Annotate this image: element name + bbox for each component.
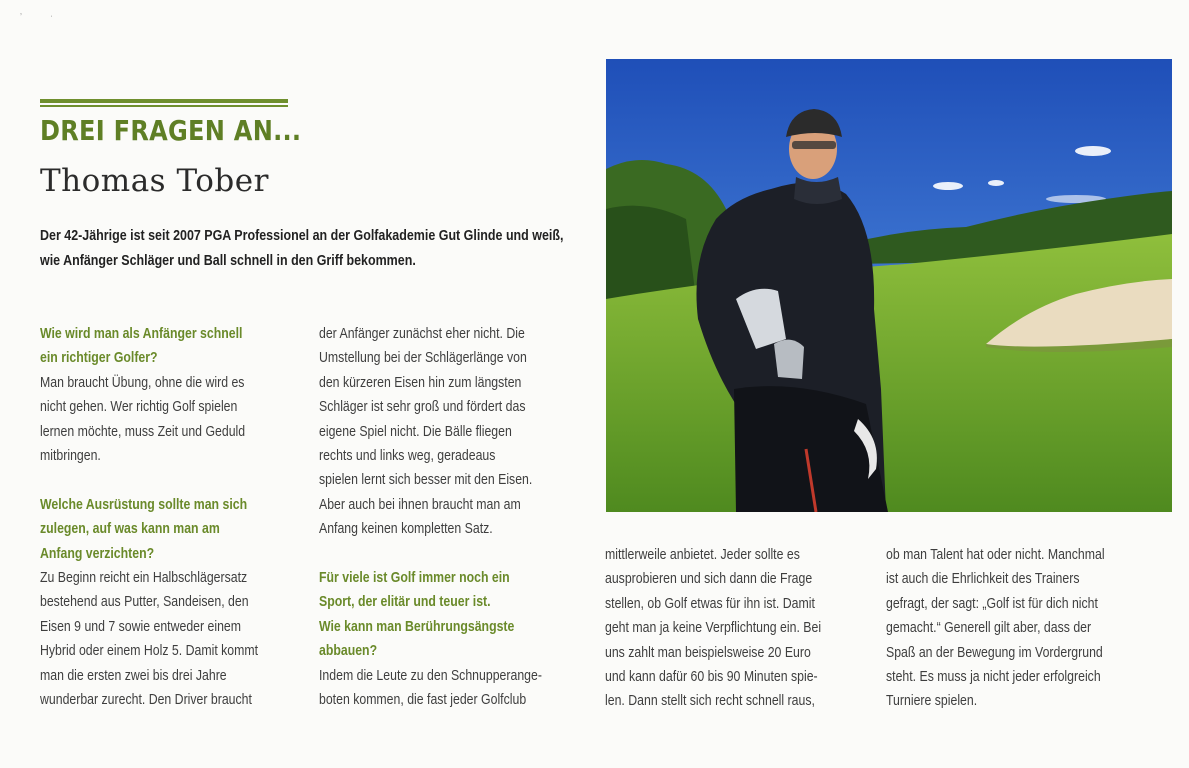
paragraph-gap [319,542,565,566]
intro-paragraph: Der 42-Jährige ist seit 2007 PGA Professionel an der Golfakademie Gut Glinde und weiß, wie Anfänger Schläger und Ball schnell in den Griff bekommen. [40,228,564,269]
cloud [933,182,963,190]
glasses [792,141,836,149]
answer-2-part-2: der Anfänger zunächst eher nicht. Die Umstellung bei der Schlägerlänge von den kürzeren Eisen hin zum längsten Schläger ist sehr groß und fördert das eigene Spiel nicht. Die Bälle fliegen rechts und links weg, geradeaus spielen lernt sich besser mit den Eisen. Aber auch bei ihnen braucht man am Anfang keinen kompletten Satz. [319,325,533,538]
answer-3-part-1: Indem die Leute zu den Schnupperange- boten kommen, die fast jeder Golfclub [319,666,542,709]
section-kicker: DREI FRAGEN AN... [40,114,302,147]
question-1: Wie wird man als Anfänger schnell ein richtiger Golfer? [40,325,243,367]
cloud [1075,146,1111,156]
scan-speck: ʼ [20,12,22,22]
text-column-4 [886,543,1132,714]
text-column-3 [605,543,851,714]
golf-bag [734,386,888,512]
answer-3-part-3: ob man Talent hat oder nicht. Manchmal ist auch die Ehrlichkeit des Trainers gefragt, der sagt: „Golf ist für dich nicht gemacht.“ Generell gilt aber, dass der Spaß an der Bewegung im Vordergrund steht. Es muss ja nicht jeder erfolgreich Turniere spielen. [886,546,1105,710]
text-column-1 [40,322,286,712]
section-rule [40,99,288,107]
golfer-photo [606,59,1172,512]
interviewee-name: Thomas Tober [40,163,269,199]
scan-speck: ˈ [50,14,53,24]
answer-3-part-2: mittlerweile anbietet. Jeder sollte es ausprobieren und sich dann die Frage stellen, ob Golf etwas für ihn ist. Damit geht man ja keine Verpflichtung ein. Bei uns zahlt man beispielsweise 20 Euro und kann dafür 60 bis 90 Minuten spie- len. Dann stellt sich recht schnell raus, [605,546,822,710]
answer-2-part-1: Zu Beginn reicht ein Halbschlägersatz bestehend aus Putter, Sandeisen, den Eisen 9 und 7 sowie entweder einem Hybrid oder einem Holz 5. Damit kommt man die ersten zwei bis drei Jahre wunderbar zurecht. Den Driver braucht [40,569,259,709]
paragraph-gap [40,468,286,492]
cloud [988,180,1004,186]
text-column-2 [319,322,565,712]
golf-club-heads [774,340,804,379]
question-3: Für viele ist Golf immer noch ein Sport, der elitär und teuer ist. Wie kann man Berührungsängste abbauen? [319,569,515,660]
answer-1: Man braucht Übung, ohne die wird es nicht gehen. Wer richtig Golf spielen lernen möchte, muss Zeit und Geduld mitbringen. [40,373,246,465]
golf-course-illustration [606,59,1172,512]
question-2: Welche Ausrüstung sollte man sich zulegen, auf was kann man am Anfang verzichten? [40,495,248,562]
